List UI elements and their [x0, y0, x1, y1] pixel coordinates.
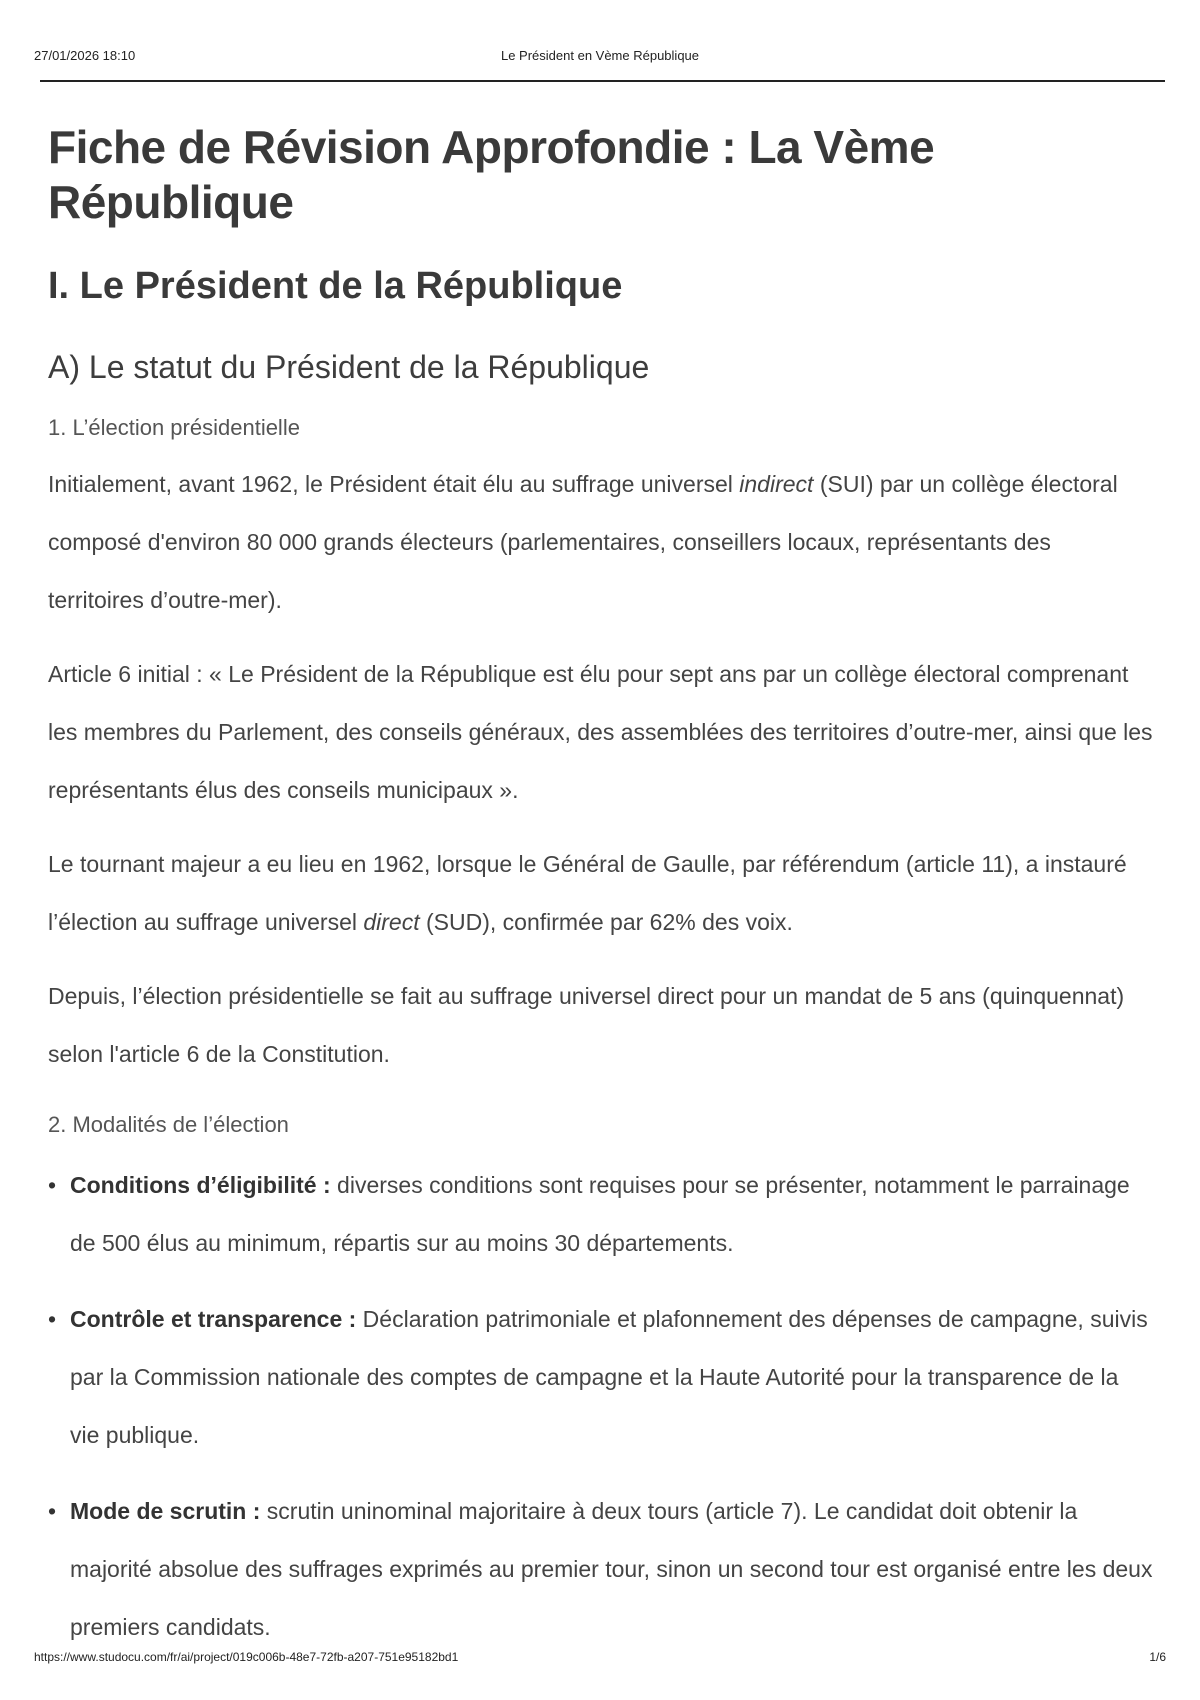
paragraph-current-election: Depuis, l’élection présidentielle se fait au suffrage universel direct pour un mandat de 5 ans (quinquennat) selon l'article 6 de la Constitution.	[48, 982, 1125, 1067]
paragraph-article-6-initial: Article 6 initial : « Le Président de la République est élu pour sept ans par un collège électoral comprenant les membres du Parlement, des conseils généraux, des assemblées des territoires d’outre-mer, ainsi que les représentants élus des conseils municipaux ».	[48, 660, 1153, 803]
section-heading: I. Le Président de la République	[48, 265, 623, 308]
part-heading-election: 1. L’élection présidentielle	[48, 415, 300, 441]
print-footer	[0, 1650, 1200, 1680]
print-date: 27/01/2026 18:10	[34, 48, 136, 63]
list-item-term: Conditions d’éligibilité :	[70, 1171, 331, 1198]
list-item-text: Déclaration patrimoniale et plafonnement des dépenses de campagne, suivis par la Commission nationale des comptes de campagne et la Haute Autorité pour la transparence de la vie publique.	[70, 1305, 1148, 1448]
paragraph-text: (SUI) par un collège électoral composé d'environ 80 000 grands électeurs (parlementaires, conseillers locaux, représentants des territoires d’outre-mer).	[48, 470, 1118, 613]
bullet-icon: •	[48, 1171, 57, 1198]
source-url: https://www.studocu.com/fr/ai/project/019c006b-48e7-72fb-a207-751e95182bd1	[34, 1650, 459, 1664]
modalities-list	[48, 1156, 1153, 1656]
paragraph-text: Le tournant majeur a eu lieu en 1962, lorsque le Général de Gaulle, par référendum (article 11), a instauré l’élection au suffrage universel	[48, 850, 1127, 935]
emphasis-indirect: indirect	[739, 470, 814, 497]
list-item-text: diverses conditions sont requises pour se présenter, notamment le parrainage de 500 élus au minimum, répartis sur au moins 30 départements.	[70, 1171, 1130, 1256]
subsection-heading: A) Le statut du Président de la République	[48, 348, 650, 385]
bullet-icon: •	[48, 1497, 57, 1524]
print-page-title: Le Président en Vème République	[500, 48, 700, 63]
part-heading-modalities: 2. Modalités de l’élection	[48, 1111, 289, 1137]
document-title: Fiche de Révision Approfondie : La Vème République	[48, 121, 935, 229]
emphasis-direct: direct	[363, 908, 420, 935]
paragraph-initial-election	[48, 455, 1153, 629]
list-item	[48, 1482, 1153, 1656]
header-divider	[40, 80, 1165, 82]
list-item	[48, 1290, 1153, 1464]
paragraph-1962-turning-point	[48, 835, 1153, 951]
paragraph-text: (SUD), confirmée par 62% des voix.	[419, 908, 793, 935]
list-item-term: Mode de scrutin :	[70, 1497, 261, 1524]
document-content	[48, 120, 1153, 1674]
list-item-text: scrutin uninominal majoritaire à deux tours (article 7). Le candidat doit obtenir la majorité absolue des suffrages exprimés au premier tour, sinon un second tour est organisé entre les deux premiers candidats.	[70, 1497, 1153, 1640]
paragraph-text: Initialement, avant 1962, le Président était élu au suffrage universel	[48, 470, 740, 497]
list-item	[48, 1156, 1153, 1272]
page-number: 1/6	[1149, 1650, 1166, 1664]
print-header	[0, 0, 1200, 80]
list-item-term: Contrôle et transparence :	[70, 1305, 357, 1332]
bullet-icon: •	[48, 1305, 57, 1332]
